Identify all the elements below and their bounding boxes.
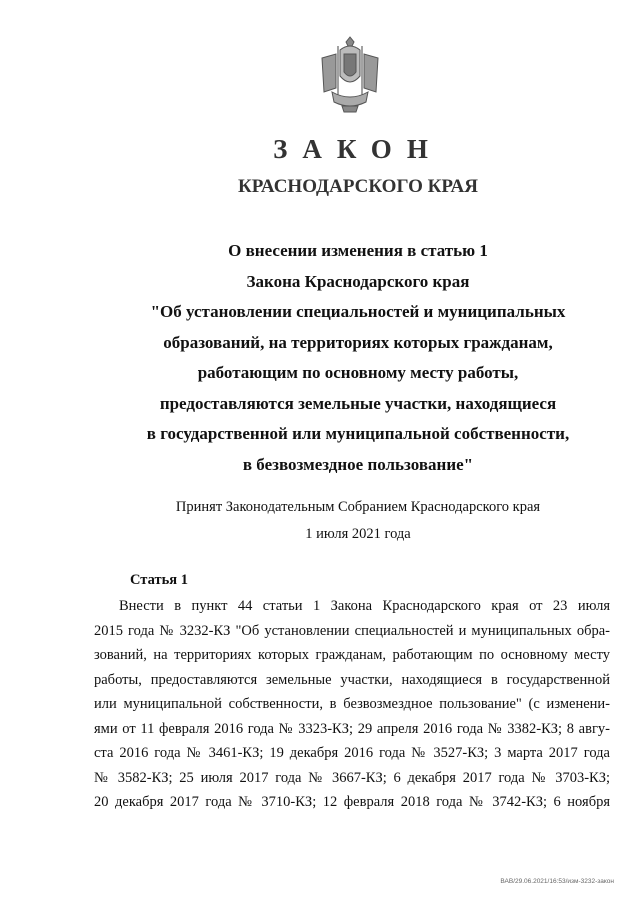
document-subtitle: КРАСНОДАРСКОГО КРАЯ (237, 176, 479, 197)
body-line: 2015 года № 3232-КЗ "Об установлении специальностей и муниципальных обра- (94, 622, 610, 639)
heading-line: работающим по основному месту работы, (197, 363, 519, 382)
heading-line: в безвозмездное пользование" (242, 454, 474, 474)
footer-code: ВАВ/29.06.2021/16:53/изм-3232-закон (500, 878, 614, 885)
article-body (94, 594, 610, 815)
document-title: ЗАКОН (273, 134, 443, 164)
heading-line: предоставляются земельные участки, находящиеся (159, 393, 557, 413)
adoption-date: 1 июля 2021 года (305, 526, 411, 542)
heading-line: О внесении изменения в статью 1 (228, 241, 488, 260)
body-line: 20 декабря 2017 года № 3710-КЗ; 12 февраля 2018 года № 3742-КЗ; 6 ноября (94, 794, 610, 810)
body-line: Внести в пункт 44 статьи 1 Закона Краснодарского края от 23 июля (119, 598, 610, 614)
adoption-line: Принят Законодательным Собранием Краснодарского края (175, 499, 541, 515)
heading-line: образований, на территориях которых гражданам, (163, 332, 553, 352)
law-heading (0, 236, 640, 480)
body-line: ста 2016 года № 3461-КЗ; 19 декабря 2016 года № 3527-КЗ; 3 марта 2017 года (94, 745, 610, 761)
coat-of-arms-emblem (318, 36, 382, 114)
body-line: зований, на территориях которых гражданам, работающим по основному месту (94, 647, 610, 663)
heading-line: в государственной или муниципальной собственности, (146, 424, 570, 443)
heading-line: "Об установлении специальностей и муниципальных (150, 302, 566, 321)
body-line: работы, предоставляются земельные участки, находящиеся в государственной (94, 671, 610, 688)
body-line: ями от 11 февраля 2016 года № 3323-КЗ; 29 апреля 2016 года № 3382-КЗ; 8 авгу- (94, 720, 610, 737)
body-line: или муниципальной собственности, в безвозмездное пользование" (с изменени- (94, 696, 610, 712)
body-line: № 3582-КЗ; 25 июля 2017 года № 3667-КЗ; 6 декабря 2017 года № 3703-КЗ; (94, 769, 610, 786)
heading-line: Закона Краснодарского края (246, 271, 470, 291)
adoption-note (0, 494, 640, 548)
article-title: Статья 1 (130, 572, 188, 588)
